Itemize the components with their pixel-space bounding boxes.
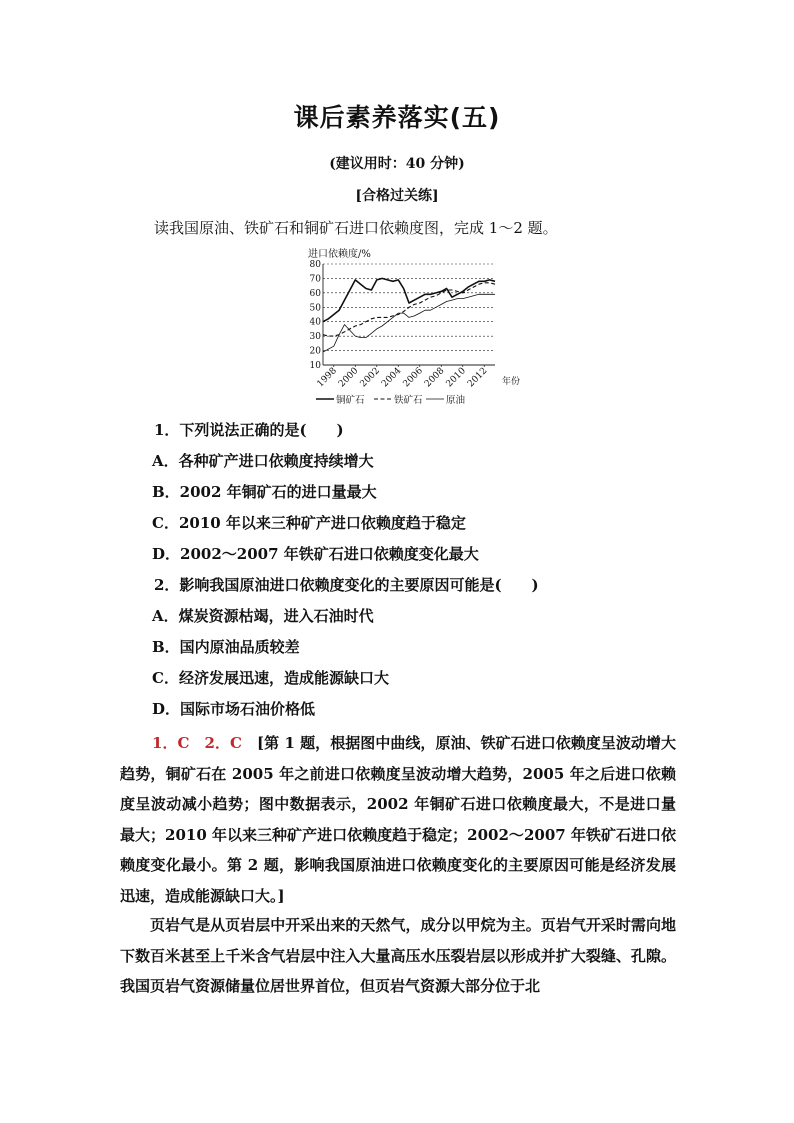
answer-keys: 1．C 2．C [152,734,258,752]
y-tick-70: 70 [309,274,321,285]
option-2c: C．经济发展迅速，造成能源缺口大 [152,669,389,687]
reading-passage: 页岩气是从页岩层中开采出来的天然气，成分以甲烷为主。页岩气开采时需向地下数百米甚至上千米含气岩层中注入大量高压水压裂岩层以形成并扩大裂缝、孔隙。我国页岩气资源储量位居世界首位，但页岩气资源大部分位于北 [120,916,676,995]
chart-intro: 读我国原油、铁矿石和铜矿石进口依赖度图，完成 1～2 题。 [154,219,558,237]
y-tick-40: 40 [309,317,321,328]
legend-label-1: 铜矿石 [336,395,365,406]
option-1a: A．各种矿产进口依赖度持续增大 [152,452,374,470]
y-tick-20: 20 [309,346,321,357]
legend-label-3: 原油 [446,395,466,406]
y-tick-10: 10 [309,361,321,371]
time-note: (建议用时：40 分钟) [329,156,465,172]
y-tick-30: 30 [309,332,321,343]
option-2a: A．煤炭资源枯竭，进入石油时代 [152,607,374,625]
answer-explanation: [第 1 题，根据图中曲线，原油、铁矿石进口依赖度呈波动增大趋势，铜矿石在 2005 年之前进口依赖度呈波动增大趋势，2005 年之后进口依赖度呈波动减小趋势；图中数据表示，2002 年铜矿石进口依赖度最大，不是进口量最大；2010 年以来三种矿产进口依赖度趋于稳定；2002～2007 年铁矿石进口依赖度变化最小。第 2 题，影响我国原油进口依赖度变化的主要原因可能是经济发展迅速，造成能源缺口大。] [120,734,676,905]
chart-series [323,278,495,352]
legend-label-2: 铁矿石 [394,395,423,406]
x-tick-1998: 1998 [315,366,339,390]
x-tick-2002: 2002 [358,366,382,390]
y-tick-50: 50 [309,303,321,314]
x-tick-2010: 2010 [444,366,468,390]
x-tick-2004: 2004 [380,366,404,390]
option-1b: B．2002 年铜矿石的进口量最大 [152,483,377,501]
chart-legend [316,394,466,406]
x-tick-2008: 2008 [423,366,447,390]
y-tick-60: 60 [309,288,321,299]
section-heading: [合格过关练] [355,188,439,204]
option-2b: B．国内原油品质较差 [152,638,300,656]
answer-block [120,728,676,911]
question-2: 2．影响我国原油进口依赖度变化的主要原因可能是( ) [154,576,539,594]
option-1d: D．2002～2007 年铁矿石进口依赖度变化最大 [152,545,479,563]
y-tick-labels [310,260,322,371]
x-tick-2012: 2012 [466,366,490,390]
option-2d: D．国际市场石油价格低 [152,700,316,718]
chart-grid [323,264,495,367]
x-tick-2006: 2006 [401,366,425,390]
question-1: 1．下列说法正确的是( ) [154,421,344,439]
page-title: 课后素养落实(五) [293,103,501,132]
x-axis-label: 年份 [502,377,521,387]
x-tick-2000: 2000 [337,366,361,390]
x-tick-labels [316,366,490,389]
y-tick-80: 80 [309,260,321,270]
import-dependency-chart [308,244,524,409]
y-axis-label: 进口依赖度/% [308,249,371,260]
series-line-1 [323,278,495,321]
option-1c: C．2010 年以来三种矿产进口依赖度趋于稳定 [152,514,466,532]
